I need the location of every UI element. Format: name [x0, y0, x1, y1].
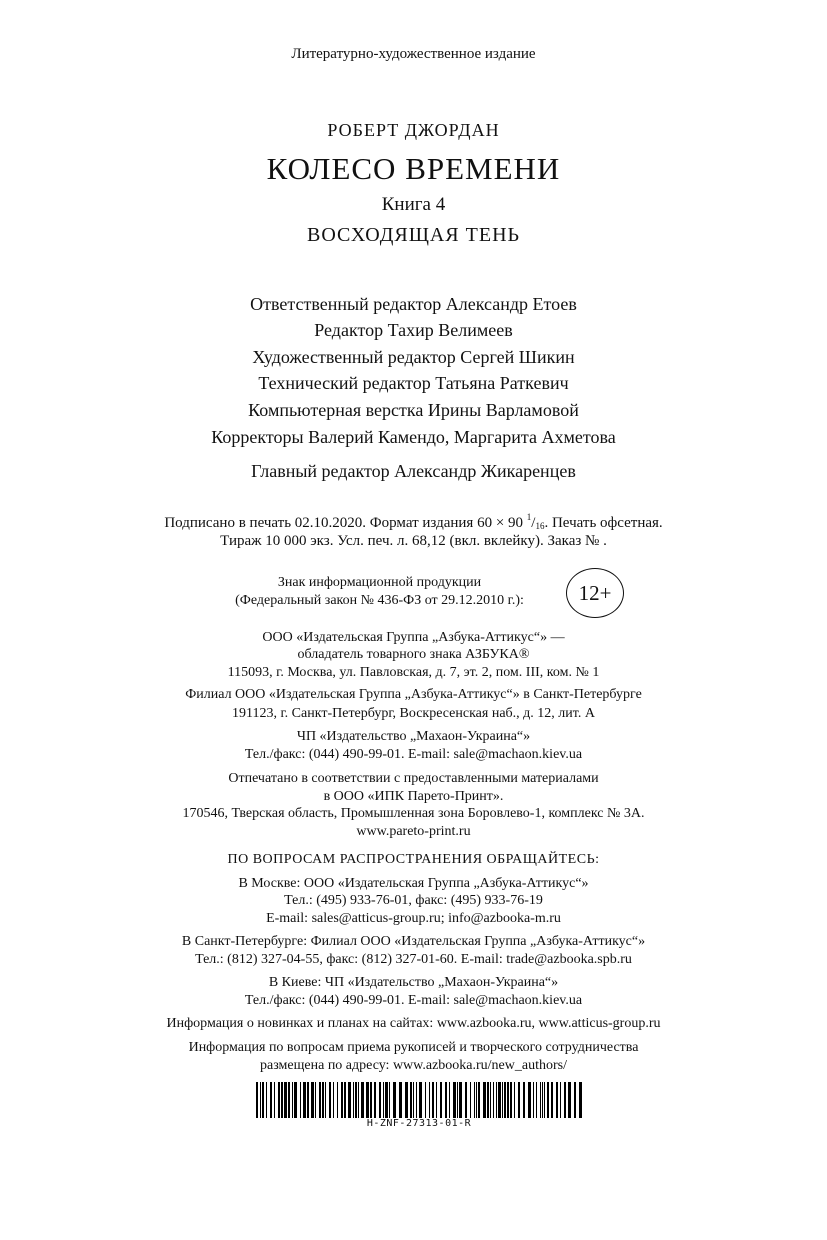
barcode-bar: [440, 1082, 442, 1118]
distribution-spb: Тел.: (812) 327-04-55, факс: (812) 327-01-60. E-mail: trade@azbooka.spb.ru: [195, 952, 632, 967]
printer-website: www.pareto-print.ru: [356, 824, 471, 839]
barcode-bar: [496, 1082, 497, 1118]
barcode-bar: [551, 1082, 553, 1118]
barcode-bar: [544, 1082, 545, 1118]
manuscripts-info: Информация по вопросам приема рукописей и творческого сотрудничества: [188, 1040, 639, 1055]
barcode-bar: [413, 1082, 414, 1118]
barcode-bar: [303, 1082, 306, 1118]
manuscripts-info: размещена по адресу: www.azbooka.ru/new_authors/: [260, 1058, 567, 1073]
info-sign-law: (Федеральный закон № 436-ФЗ от 29.12.2010 г.):: [235, 593, 524, 608]
barcode-bar: [540, 1082, 541, 1118]
barcode-bar: [493, 1082, 494, 1118]
barcode-bar: [476, 1082, 477, 1118]
distribution-moscow: В Москве: ООО «Издательская Группа „Азбука-Аттикус“»: [238, 876, 589, 891]
credit-line: Художественный редактор Сергей Шикин: [252, 347, 575, 367]
barcode-bar: [389, 1082, 390, 1118]
barcode-bar: [470, 1082, 471, 1118]
barcode-bar: [490, 1082, 491, 1118]
barcode-bar: [385, 1082, 388, 1118]
barcode-bar: [547, 1082, 549, 1118]
barcode-bar: [307, 1082, 309, 1118]
barcode-bar: [536, 1082, 537, 1118]
barcode-bar: [568, 1082, 571, 1118]
credit-line: Корректоры Валерий Камендо, Маргарита Ахметова: [211, 427, 616, 447]
barcode-bar: [410, 1082, 412, 1118]
barcode-bar: [294, 1082, 297, 1118]
barcode-bar: [333, 1082, 334, 1118]
barcode-bar: [322, 1082, 324, 1118]
barcode-bar: [278, 1082, 280, 1118]
chief-editor: Главный редактор Александр Жикаренцев: [251, 461, 576, 481]
printer-line: Отпечатано в соответствии с предоставленными материалами: [228, 771, 599, 786]
barcode-bar: [374, 1082, 376, 1118]
barcode-bar: [366, 1082, 369, 1118]
barcode-bar: [533, 1082, 534, 1118]
barcode-bar: [579, 1082, 582, 1118]
barcode-bar: [358, 1082, 359, 1118]
book-title: ВОСХОДЯЩАЯ ТЕНЬ: [306, 224, 521, 246]
age-rating-badge: 12+: [566, 568, 624, 618]
barcode-bar: [399, 1082, 402, 1118]
barcode-bar: [429, 1082, 430, 1118]
barcode-bar: [510, 1082, 512, 1118]
barcode-bar: [514, 1082, 515, 1118]
barcode-text: H-ZNF-27313-01-R: [366, 1118, 472, 1129]
barcode-bar: [507, 1082, 509, 1118]
barcode-bar: [425, 1082, 426, 1118]
barcode-bar: [315, 1082, 316, 1118]
distribution-kiev: В Киеве: ЧП «Издательство „Махаон-Украина“»: [268, 975, 559, 990]
publisher-line: обладатель товарного знака АЗБУКА®: [297, 647, 530, 662]
print-info-line-2: Тираж 10 000 экз. Усл. печ. л. 68,12 (вкл. вклейку). Заказ № .: [220, 533, 607, 549]
barcode-bar: [474, 1082, 475, 1118]
barcode-bar: [262, 1082, 264, 1118]
printer-address: 170546, Тверская область, Промышленная зона Боровлево-1, комплекс № 3А.: [182, 806, 645, 821]
barcode-bar: [270, 1082, 272, 1118]
barcode-bar: [556, 1082, 558, 1118]
barcode-bar: [260, 1082, 261, 1118]
barcode-bar: [449, 1082, 450, 1118]
print-info-line-1: [0, 512, 827, 532]
edition-type: Литературно-художественное издание: [291, 46, 536, 62]
barcode-bar: [379, 1082, 381, 1118]
distribution-spb: В Санкт-Петербурге: Филиал ООО «Издательская Группа „Азбука-Аттикус“»: [181, 934, 646, 949]
ukraine-publisher: ЧП «Издательство „Махаон-Украина“»: [296, 729, 531, 744]
barcode-bar: [284, 1082, 287, 1118]
barcode-bar: [337, 1082, 338, 1118]
barcode-bar: [311, 1082, 314, 1118]
barcode-bar: [319, 1082, 321, 1118]
author-name: РОБЕРТ ДЖОРДАН: [327, 120, 500, 140]
barcode-bar: [542, 1082, 543, 1118]
barcode-bar: [518, 1082, 520, 1118]
barcode-bar: [288, 1082, 290, 1118]
publisher-line: ООО «Издательская Группа „Азбука-Аттикус“» —: [262, 630, 565, 645]
publisher-address: 115093, г. Москва, ул. Павловская, д. 7, эт. 2, пом. III, ком. № 1: [227, 665, 600, 680]
distribution-heading: ПО ВОПРОСАМ РАСПРОСТРАНЕНИЯ ОБРАЩАЙТЕСЬ:: [227, 852, 600, 867]
barcode-bar: [436, 1082, 437, 1118]
ukraine-contacts: Тел./факс: (044) 490-99-01. E-mail: sale@machaon.kiev.ua: [244, 747, 583, 762]
credit-line: Технический редактор Татьяна Раткевич: [258, 373, 569, 393]
barcode-bar: [266, 1082, 267, 1118]
barcode-bar: [487, 1082, 489, 1118]
printer-line: в ООО «ИПК Парето-Принт».: [323, 789, 504, 804]
barcode-bar: [478, 1082, 480, 1118]
barcode-bar: [292, 1082, 293, 1118]
barcode-bar: [453, 1082, 456, 1118]
barcode-bar: [432, 1082, 434, 1118]
barcode-bar: [419, 1082, 422, 1118]
barcode-bar: [353, 1082, 354, 1118]
format-fraction-separator: /: [531, 515, 536, 531]
barcode-bar: [465, 1082, 467, 1118]
barcode-bar: [281, 1082, 283, 1118]
print-info-text: . Печать офсетная.: [544, 515, 663, 531]
barcode-bar: [300, 1082, 301, 1118]
websites-info: Информация о новинках и планах на сайтах: www.azbooka.ru, www.atticus-group.ru: [166, 1016, 661, 1031]
branch-line: Филиал ООО «Издательская Группа „Азбука-Аттикус“» в Санкт-Петербурге: [185, 687, 642, 702]
distribution-moscow: E-mail: sales@atticus-group.ru; info@azbooka-m.ru: [266, 911, 561, 926]
info-sign-label: Знак информационной продукции: [277, 575, 482, 590]
barcode-bar: [445, 1082, 447, 1118]
barcode-bar: [325, 1082, 326, 1118]
barcode-bar: [329, 1082, 331, 1118]
branch-address: 191123, г. Санкт-Петербург, Воскресенская наб., д. 12, лит. А: [232, 706, 595, 721]
barcode-image: [256, 1082, 582, 1118]
barcode-bar: [405, 1082, 408, 1118]
credit-line: Редактор Тахир Велимеев: [314, 320, 513, 340]
barcode-bar: [274, 1082, 275, 1118]
barcode-bar: [344, 1082, 346, 1118]
barcode-bar: [459, 1082, 462, 1118]
credit-line: Компьютерная верстка Ирины Варламовой: [248, 400, 579, 420]
barcode-bar: [502, 1082, 503, 1118]
barcode-bar: [528, 1082, 531, 1118]
print-info-text: Подписано в печать 02.10.2020. Формат издания 60 × 90: [164, 515, 527, 531]
barcode-bar: [416, 1082, 417, 1118]
barcode-bar: [393, 1082, 396, 1118]
barcode-bar: [383, 1082, 384, 1118]
volume-number: Книга 4: [381, 194, 446, 215]
barcode-bar: [361, 1082, 364, 1118]
barcode-bar: [348, 1082, 351, 1118]
series-title: КОЛЕСО ВРЕМЕНИ: [266, 151, 561, 186]
distribution-moscow: Тел.: (495) 933-76-01, факс: (495) 933-76-19: [284, 893, 543, 908]
distribution-kiev: Тел./факс: (044) 490-99-01. E-mail: sale@machaon.kiev.ua: [244, 993, 583, 1008]
barcode-bar: [504, 1082, 506, 1118]
barcode-bar: [370, 1082, 372, 1118]
barcode-bar: [498, 1082, 501, 1118]
barcode-bar: [355, 1082, 357, 1118]
barcode-bar: [523, 1082, 525, 1118]
credit-line: Ответственный редактор Александр Етоев: [250, 294, 577, 314]
format-fraction-denominator: 16: [535, 521, 545, 531]
barcode-bar: [341, 1082, 343, 1118]
format-fraction-numerator: 1: [526, 512, 532, 522]
barcode-bar: [564, 1082, 566, 1118]
barcode-bar: [457, 1082, 458, 1118]
barcode-bar: [483, 1082, 486, 1118]
barcode-bar: [574, 1082, 576, 1118]
barcode-bar: [560, 1082, 561, 1118]
barcode-bar: [256, 1082, 258, 1118]
